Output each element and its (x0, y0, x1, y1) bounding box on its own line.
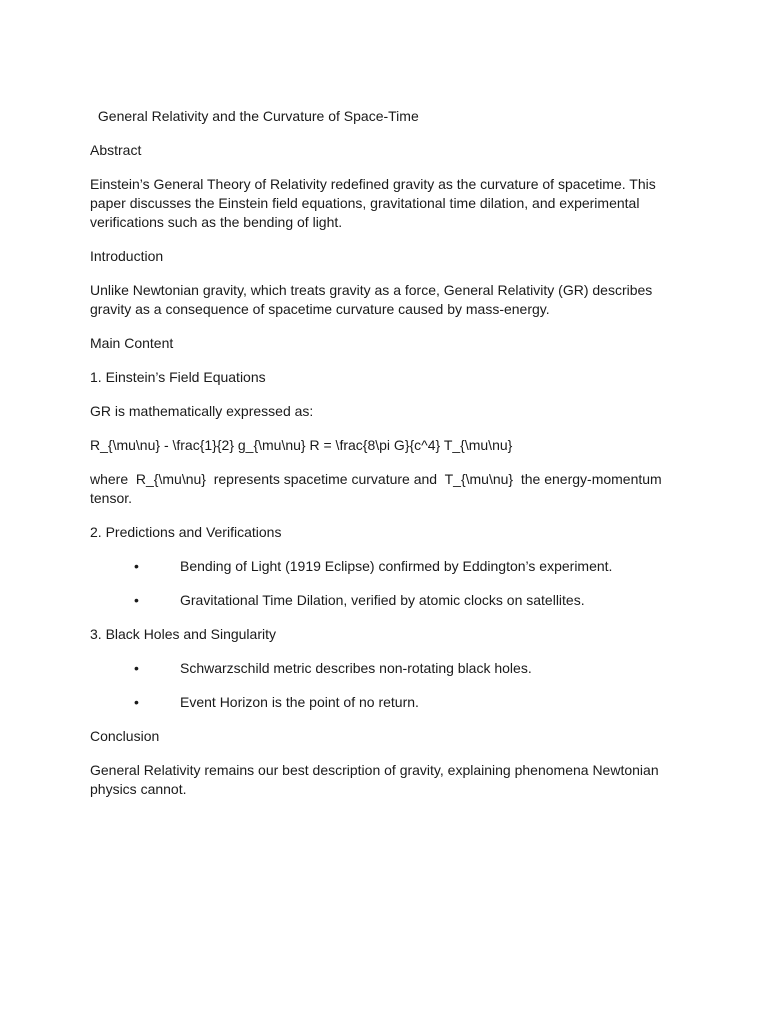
section2-bullet-list (90, 557, 668, 610)
section1-heading: 1. Einstein’s Field Equations (90, 369, 266, 385)
bullet-icon: • (134, 558, 139, 574)
bullet-text: Schwarzschild metric describes non-rotating black holes. (180, 660, 532, 676)
conclusion-heading: Conclusion (90, 728, 160, 744)
list-item (90, 693, 668, 712)
equation-explanation: where R_{\mu\nu} represents spacetime curvature and T_{\mu\nu} the energy-momentum tensor. (90, 471, 666, 506)
main-content-heading: Main Content (90, 335, 174, 351)
section2-heading: 2. Predictions and Verifications (90, 524, 282, 540)
bullet-icon: • (134, 592, 139, 608)
conclusion-text: General Relativity remains our best description of gravity, explaining phenomena Newtonian physics cannot. (90, 762, 659, 797)
field-equation: R_{\mu\nu} - \frac{1}{2} g_{\mu\nu} R = \frac{8\pi G}{c^4} T_{\mu\nu} (90, 437, 513, 453)
introduction-text: Unlike Newtonian gravity, which treats gravity as a force, General Relativity (GR) describes gravity as a consequence of spacetime curvature caused by mass-energy. (90, 282, 653, 317)
section1-intro: GR is mathematically expressed as: (90, 403, 314, 419)
section3-bullet-list (90, 659, 668, 712)
introduction-heading: Introduction (90, 248, 164, 264)
bullet-icon: • (134, 660, 139, 676)
bullet-text: Event Horizon is the point of no return. (180, 694, 419, 710)
bullet-text: Bending of Light (1919 Eclipse) confirmed by Eddington’s experiment. (180, 558, 613, 574)
document-title: General Relativity and the Curvature of Space-Time (94, 108, 419, 124)
list-item (90, 557, 668, 576)
list-item (90, 659, 668, 678)
abstract-text: Einstein’s General Theory of Relativity redefined gravity as the curvature of spacetime. This paper discusses the Einstein field equations, gravitational time dilation, and experimental verifications such as the bending of light. (90, 176, 656, 230)
list-item (90, 591, 668, 610)
abstract-heading: Abstract (90, 142, 142, 158)
section3-heading: 3. Black Holes and Singularity (90, 626, 276, 642)
bullet-text: Gravitational Time Dilation, verified by atomic clocks on satellites. (180, 592, 585, 608)
bullet-icon: • (134, 694, 139, 710)
